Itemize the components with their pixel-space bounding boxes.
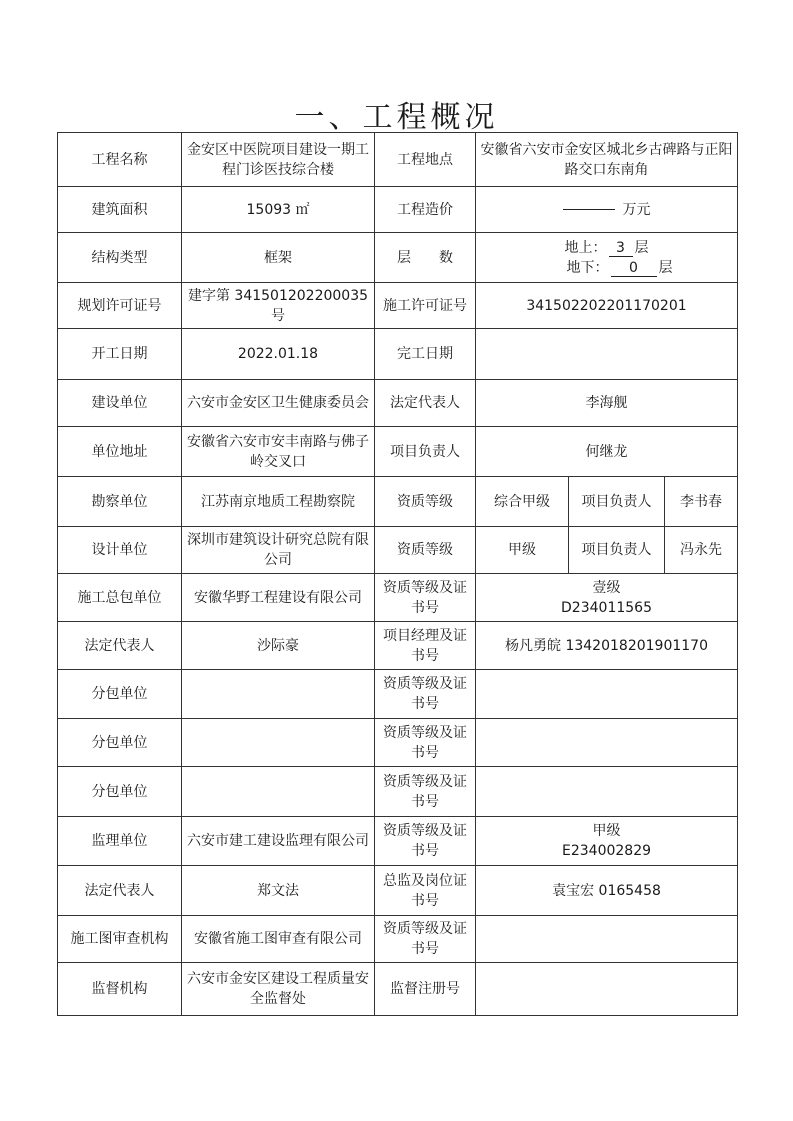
value-subcontractor-2 (182, 719, 375, 767)
value-address: 安徽省六安市安丰南路与佛子岭交叉口 (182, 427, 375, 477)
label-contractor: 施工总包单位 (58, 574, 182, 622)
value-planning-permit: 建字第 341501202200035 号 (182, 283, 375, 329)
value-review-grade (476, 916, 738, 963)
label-building-area: 建筑面积 (58, 187, 182, 233)
value-construction-permit: 341502202201170201 (476, 283, 738, 329)
label-chief-supervisor: 总监及岗位证书号 (375, 866, 476, 916)
label-structure-type: 结构类型 (58, 233, 182, 283)
label-end-date: 完工日期 (375, 329, 476, 380)
value-design-unit: 深圳市建筑设计研究总院有限公司 (182, 527, 375, 574)
value-contractor: 安徽华野工程建设有限公司 (182, 574, 375, 622)
table-row (58, 866, 738, 916)
table-row (58, 527, 738, 574)
value-builder-rep: 李海舰 (476, 380, 738, 427)
table-row (58, 719, 738, 767)
label-floors: 层 数 (375, 233, 476, 283)
value-building-area: 15093 ㎡ (182, 187, 375, 233)
label-supervisor-grade: 资质等级及证书号 (375, 817, 476, 866)
label-contractor-rep: 法定代表人 (58, 622, 182, 670)
value-contractor-rep: 沙际豪 (182, 622, 375, 670)
label-subcontractor-3-grade: 资质等级及证书号 (375, 767, 476, 817)
value-supervision-reg (476, 963, 738, 1016)
value-chief-supervisor: 袁宝宏 0165458 (476, 866, 738, 916)
value-project-name: 金安区中医院项目建设一期工程门诊医技综合楼 (182, 133, 375, 187)
label-project-location: 工程地点 (375, 133, 476, 187)
table-row (58, 329, 738, 380)
label-start-date: 开工日期 (58, 329, 182, 380)
value-end-date (476, 329, 738, 380)
value-supervisor: 六安市建工建设监理有限公司 (182, 817, 375, 866)
value-project-location: 安徽省六安市金安区城北乡古碑路与正阳路交口东南角 (476, 133, 738, 187)
value-structure-type: 框架 (182, 233, 375, 283)
label-survey-grade: 资质等级 (375, 477, 476, 527)
value-supervisor-grade (476, 817, 738, 866)
value-design-pm: 冯永先 (665, 527, 738, 574)
value-floors (476, 233, 738, 283)
label-builder: 建设单位 (58, 380, 182, 427)
value-project-manager: 杨凡勇皖 1342018201901170 (476, 622, 738, 670)
value-builder: 六安市金安区卫生健康委员会 (182, 380, 375, 427)
value-design-grade: 甲级 (476, 527, 569, 574)
label-supervisor: 监理单位 (58, 817, 182, 866)
table-row (58, 380, 738, 427)
table-row (58, 427, 738, 477)
label-project-name: 工程名称 (58, 133, 182, 187)
project-overview-table (57, 132, 738, 1016)
value-survey-pm: 李书春 (665, 477, 738, 527)
value-project-lead: 何继龙 (476, 427, 738, 477)
floors-above: 地上： 3 层 (564, 239, 649, 256)
label-supervision-agency: 监督机构 (58, 963, 182, 1016)
value-subcontractor-3-grade (476, 767, 738, 817)
contractor-grade: 壹级 (592, 579, 621, 596)
label-supervision-reg: 监督注册号 (375, 963, 476, 1016)
table-row (58, 574, 738, 622)
table-row (58, 963, 738, 1016)
supervisor-grade: 甲级 (592, 823, 621, 839)
label-builder-rep: 法定代表人 (375, 380, 476, 427)
value-start-date: 2022.01.18 (182, 329, 375, 380)
label-subcontractor-2-grade: 资质等级及证书号 (375, 719, 476, 767)
table-row (58, 133, 738, 187)
label-drawing-review: 施工图审查机构 (58, 916, 182, 963)
label-construction-permit: 施工许可证号 (375, 283, 476, 329)
value-subcontractor-1 (182, 670, 375, 719)
table-row (58, 622, 738, 670)
table-row (58, 670, 738, 719)
label-design-grade: 资质等级 (375, 527, 476, 574)
value-subcontractor-1-grade (476, 670, 738, 719)
value-survey-unit: 江苏南京地质工程勘察院 (182, 477, 375, 527)
label-design-pm: 项目负责人 (569, 527, 665, 574)
value-subcontractor-2-grade (476, 719, 738, 767)
label-design-unit: 设计单位 (58, 527, 182, 574)
label-address: 单位地址 (58, 427, 182, 477)
table-row (58, 187, 738, 233)
floors-below: 地下： 0 层 (566, 259, 673, 276)
table-row (58, 916, 738, 963)
label-survey-pm: 项目负责人 (569, 477, 665, 527)
value-project-cost (476, 187, 738, 233)
label-subcontractor-2: 分包单位 (58, 719, 182, 767)
value-survey-grade: 综合甲级 (476, 477, 569, 527)
table-row (58, 283, 738, 329)
page-title: 一、工程概况 (294, 100, 499, 135)
label-subcontractor-1-grade: 资质等级及证书号 (375, 670, 476, 719)
label-review-grade: 资质等级及证书号 (375, 916, 476, 963)
label-subcontractor-1: 分包单位 (58, 670, 182, 719)
table-row (58, 767, 738, 817)
value-supervision-agency: 六安市金安区建设工程质量安全监督处 (182, 963, 375, 1016)
label-project-cost: 工程造价 (375, 187, 476, 233)
label-survey-unit: 勘察单位 (58, 477, 182, 527)
label-planning-permit: 规划许可证号 (58, 283, 182, 329)
label-contractor-grade: 资质等级及证书号 (375, 574, 476, 622)
contractor-cert: D234011565 (561, 599, 652, 616)
value-drawing-review: 安徽省施工图审查有限公司 (182, 916, 375, 963)
value-supervisor-rep: 郑文法 (182, 866, 375, 916)
value-subcontractor-3 (182, 767, 375, 817)
label-project-manager: 项目经理及证书号 (375, 622, 476, 670)
table-row (58, 817, 738, 866)
label-project-lead: 项目负责人 (375, 427, 476, 477)
table-row (58, 477, 738, 527)
cost-blank-line (563, 209, 615, 210)
table-row (58, 233, 738, 283)
supervisor-cert: E234002829 (562, 843, 652, 859)
label-subcontractor-3: 分包单位 (58, 767, 182, 817)
value-contractor-grade (476, 574, 738, 622)
cost-unit: 万元 (622, 201, 651, 218)
label-supervisor-rep: 法定代表人 (58, 866, 182, 916)
